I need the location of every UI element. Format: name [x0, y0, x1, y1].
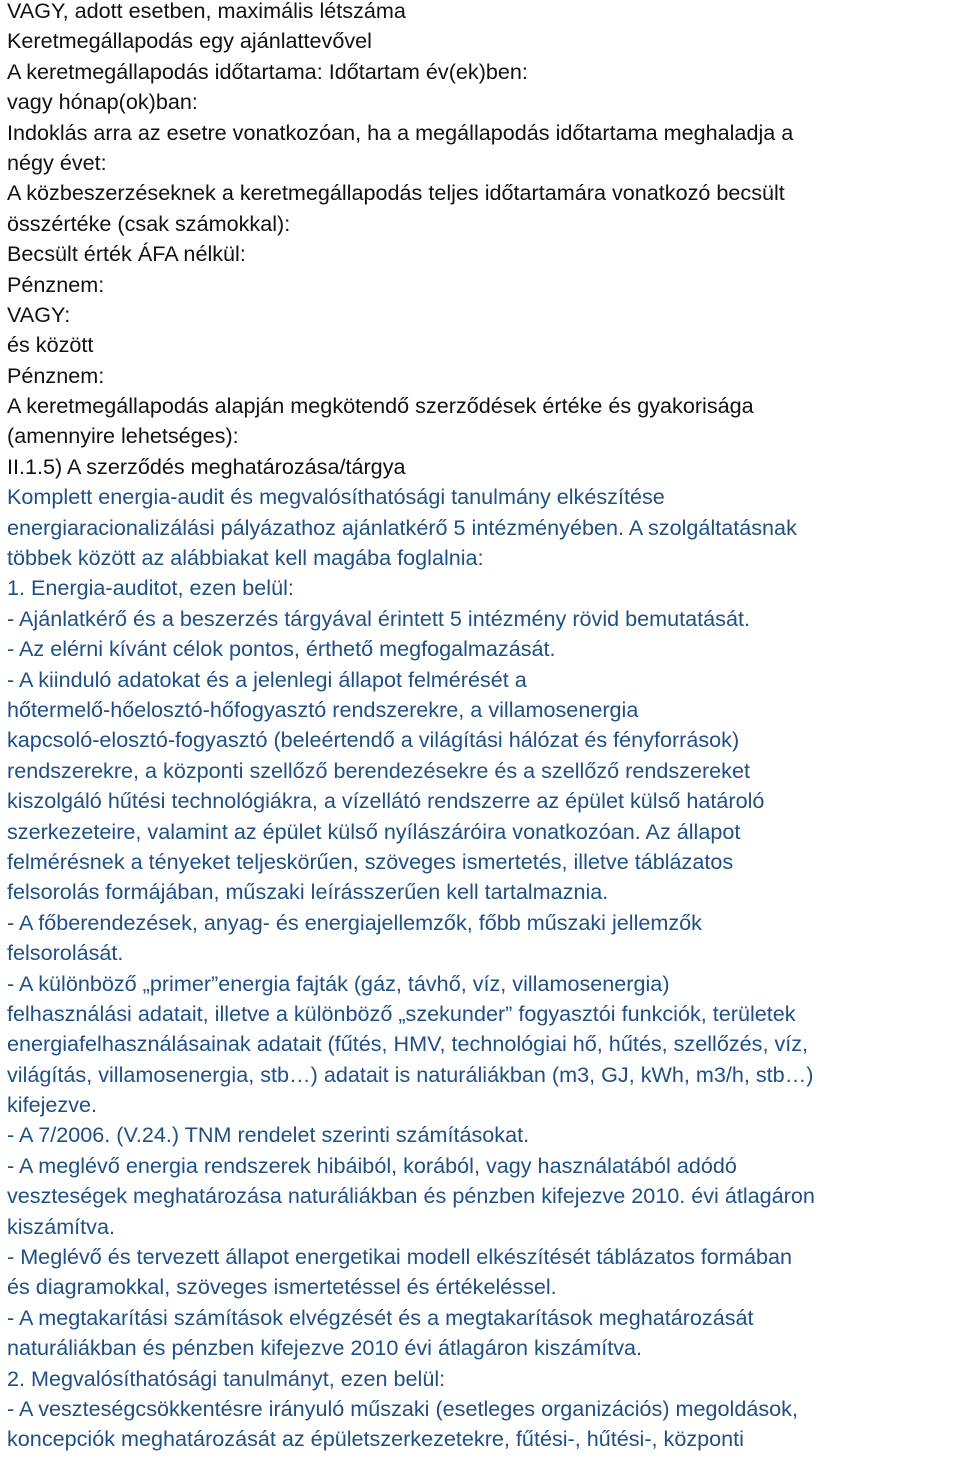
- body-text-line: 2. Megvalósíthatósági tanulmányt, ezen belül:: [7, 1365, 446, 1391]
- header-text-line: A közbeszerzéseknek a keretmegállapodás teljes időtartamára vonatkozó becsült: [7, 180, 785, 206]
- body-text-line: - A különböző „primer”energia fajták (gáz, távhő, víz, villamosenergia): [7, 970, 670, 996]
- body-text-line: - A megtakarítási számítások elvégzését és a megtakarítások meghatározását: [7, 1304, 754, 1330]
- body-text-line: világítás, villamosenergia, stb…) adatait is naturáliákban (m3, GJ, kWh, m3/h, stb…): [7, 1061, 814, 1087]
- header-text-line: és között: [7, 332, 94, 358]
- header-text-line: A keretmegállapodás alapján megkötendő szerződések értéke és gyakorisága: [7, 393, 754, 419]
- header-text-line: négy évet:: [7, 149, 107, 175]
- body-text-line: hőtermelő-hőelosztó-hőfogyasztó rendszerekre, a villamosenergia: [7, 696, 639, 722]
- header-text-line: VAGY:: [7, 301, 71, 327]
- body-text-line: veszteségek meghatározása naturáliákban és pénzben kifejezve 2010. évi átlagáron: [7, 1183, 815, 1209]
- body-text-line: - Meglévő és tervezett állapot energetikai modell elkészítését táblázatos formában: [7, 1244, 792, 1270]
- body-text-line: - A 7/2006. (V.24.) TNM rendelet szerinti számításokat.: [7, 1122, 530, 1148]
- header-section: [7, 0, 957, 482]
- header-text-line: Pénznem:: [7, 362, 105, 388]
- body-text-line: energiaracionalizálási pályázathoz ajánlatkérő 5 intézményében. A szolgáltatásnak: [7, 514, 797, 540]
- header-text-line: Pénznem:: [7, 271, 105, 297]
- body-text-line: szerkezeteire, valamint az épület külső nyílászáróira vonatkozóan. Az állapot: [7, 818, 741, 844]
- body-text-line: felsorolását.: [7, 940, 124, 966]
- body-text-line: felsorolás formájában, műszaki leírásszerűen kell tartalmaznia.: [7, 879, 609, 905]
- header-text-line: vagy hónap(ok)ban:: [7, 89, 198, 115]
- body-text-line: kiszámítva.: [7, 1213, 115, 1239]
- header-text-line: A keretmegállapodás időtartama: Időtartam év(ek)ben:: [7, 58, 528, 84]
- body-text-line: felmérésnek a tényeket teljeskörűen, szöveges ismertetés, illetve táblázatos: [7, 848, 734, 874]
- body-text-line: - A veszteségcsökkentésre irányuló műszaki (esetleges organizációs) megoldások,: [7, 1395, 798, 1421]
- body-text-line: - Ajánlatkérő és a beszerzés tárgyával érintett 5 intézmény rövid bemutatását.: [7, 605, 750, 631]
- header-text-line: összértéke (csak számokkal):: [7, 210, 291, 236]
- body-text-line: naturáliákban és pénzben kifejezve 2010 évi átlagáron kiszámítva.: [7, 1335, 643, 1361]
- body-text-line: kifejezve.: [7, 1092, 98, 1118]
- header-text-line: Indoklás arra az esetre vonatkozóan, ha a megállapodás időtartama meghaladja a: [7, 119, 794, 145]
- body-text-line: felhasználási adatait, illetve a különböző „szekunder” fogyasztói funkciók, területek: [7, 1000, 796, 1026]
- header-text-line: VAGY, adott esetben, maximális létszáma: [7, 0, 406, 23]
- body-text-line: - Az elérni kívánt célok pontos, érthető megfogalmazását.: [7, 636, 556, 662]
- description-section: [7, 482, 957, 1455]
- body-text-line: - A meglévő energia rendszerek hibáiból, korából, vagy használatából adódó: [7, 1152, 737, 1178]
- body-text-line: kapcsoló-elosztó-fogyasztó (beleértendő a világítási hálózat és fényforrások): [7, 727, 740, 753]
- header-text-line: Keretmegállapodás egy ajánlattevővel: [7, 28, 372, 54]
- body-text-line: - A kiinduló adatokat és a jelenlegi állapot felmérését a: [7, 666, 527, 692]
- body-text-line: többek között az alábbiakat kell magába foglalnia:: [7, 545, 484, 571]
- body-text-line: 1. Energia-auditot, ezen belül:: [7, 575, 294, 601]
- header-text-line: Becsült érték ÁFA nélkül:: [7, 241, 246, 267]
- document-page: [7, 0, 957, 1455]
- body-text-line: rendszerekre, a központi szellőző berendezésekre és a szellőző rendszereket: [7, 757, 750, 783]
- header-text-line: II.1.5) A szerződés meghatározása/tárgya: [7, 453, 406, 479]
- header-text-line: (amennyire lehetséges):: [7, 423, 239, 449]
- body-text-line: koncepciók meghatározását az épületszerkezetekre, fűtési-, hűtési-, központi: [7, 1426, 744, 1452]
- body-text-line: kiszolgáló hűtési technológiákra, a vízellátó rendszerre az épület külső határoló: [7, 788, 765, 814]
- body-text-line: Komplett energia-audit és megvalósíthatósági tanulmány elkészítése: [7, 484, 665, 510]
- body-text-line: - A főberendezések, anyag- és energiajellemzők, főbb műszaki jellemzők: [7, 909, 702, 935]
- body-text-line: és diagramokkal, szöveges ismertetéssel és értékeléssel.: [7, 1274, 557, 1300]
- body-text-line: energiafelhasználásainak adatait (fűtés, HMV, technológiai hő, hűtés, szellőzés, víz,: [7, 1031, 809, 1057]
